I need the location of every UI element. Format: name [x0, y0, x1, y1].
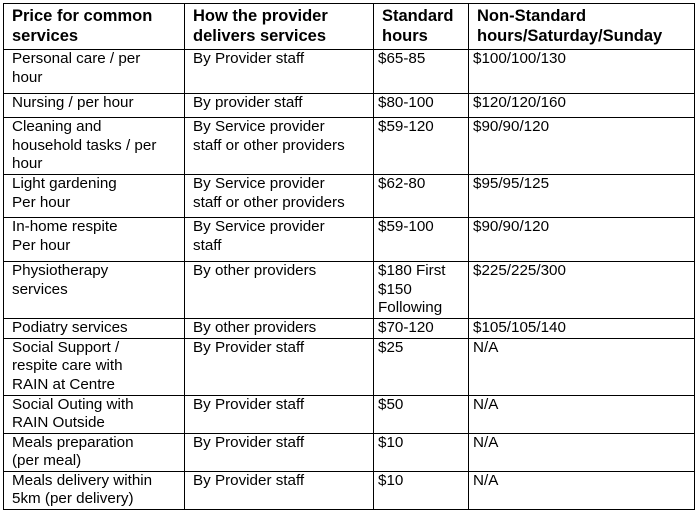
table-row — [4, 118, 695, 175]
provider-cell: By Service provider staff or other providers — [185, 118, 374, 175]
header-standard-hours: Standard hours — [374, 4, 469, 50]
service-cell: Cleaning and household tasks / per hour — [4, 118, 185, 175]
service-cell: Podiatry services — [4, 319, 185, 339]
table-row — [4, 395, 695, 433]
nonstandard-price-cell: $105/105/140 — [469, 319, 695, 339]
provider-cell: By Provider staff — [185, 338, 374, 395]
table-row — [4, 94, 695, 118]
nonstandard-price-cell: $90/90/120 — [469, 218, 695, 262]
provider-cell: By provider staff — [185, 94, 374, 118]
nonstandard-price-cell: $90/90/120 — [469, 118, 695, 175]
provider-cell: By other providers — [185, 319, 374, 339]
standard-price-cell: $180 First $150 Following — [374, 262, 469, 319]
header-service: Price for common services — [4, 4, 185, 50]
service-cell: Meals delivery within 5km (per delivery) — [4, 471, 185, 509]
standard-price-cell: $80-100 — [374, 94, 469, 118]
nonstandard-price-cell: $100/100/130 — [469, 50, 695, 94]
header-row — [4, 4, 695, 50]
standard-price-cell: $59-100 — [374, 218, 469, 262]
service-cell: Meals preparation (per meal) — [4, 433, 185, 471]
nonstandard-price-cell: N/A — [469, 433, 695, 471]
service-cell: Physiotherapy services — [4, 262, 185, 319]
standard-price-cell: $65-85 — [374, 50, 469, 94]
standard-price-cell: $70-120 — [374, 319, 469, 339]
standard-price-cell: $59-120 — [374, 118, 469, 175]
header-provider: How the provider delivers services — [185, 4, 374, 50]
nonstandard-price-cell: N/A — [469, 395, 695, 433]
nonstandard-price-cell: $95/95/125 — [469, 175, 695, 218]
table-row — [4, 319, 695, 339]
table-row — [4, 175, 695, 218]
standard-price-cell: $62-80 — [374, 175, 469, 218]
standard-price-cell: $50 — [374, 395, 469, 433]
nonstandard-price-cell: N/A — [469, 338, 695, 395]
table-row — [4, 262, 695, 319]
header-nonstandard-hours: Non-Standard hours/Saturday/Sunday — [469, 4, 695, 50]
service-cell: Social Outing with RAIN Outside — [4, 395, 185, 433]
provider-cell: By other providers — [185, 262, 374, 319]
table-row — [4, 50, 695, 94]
service-cell: Personal care / per hour — [4, 50, 185, 94]
table-row — [4, 218, 695, 262]
service-cell: In-home respite Per hour — [4, 218, 185, 262]
provider-cell: By Provider staff — [185, 395, 374, 433]
table-row — [4, 433, 695, 471]
standard-price-cell: $10 — [374, 433, 469, 471]
standard-price-cell: $25 — [374, 338, 469, 395]
service-cell: Nursing / per hour — [4, 94, 185, 118]
nonstandard-price-cell: $225/225/300 — [469, 262, 695, 319]
provider-cell: By Provider staff — [185, 471, 374, 509]
provider-cell: By Provider staff — [185, 433, 374, 471]
table-row — [4, 471, 695, 509]
standard-price-cell: $10 — [374, 471, 469, 509]
service-cell: Social Support / respite care with RAIN at Centre — [4, 338, 185, 395]
provider-cell: By Service provider staff or other providers — [185, 175, 374, 218]
provider-cell: By Provider staff — [185, 50, 374, 94]
table-row — [4, 338, 695, 395]
provider-cell: By Service provider staff — [185, 218, 374, 262]
pricing-table — [3, 3, 695, 510]
service-cell: Light gardening Per hour — [4, 175, 185, 218]
nonstandard-price-cell: $120/120/160 — [469, 94, 695, 118]
nonstandard-price-cell: N/A — [469, 471, 695, 509]
